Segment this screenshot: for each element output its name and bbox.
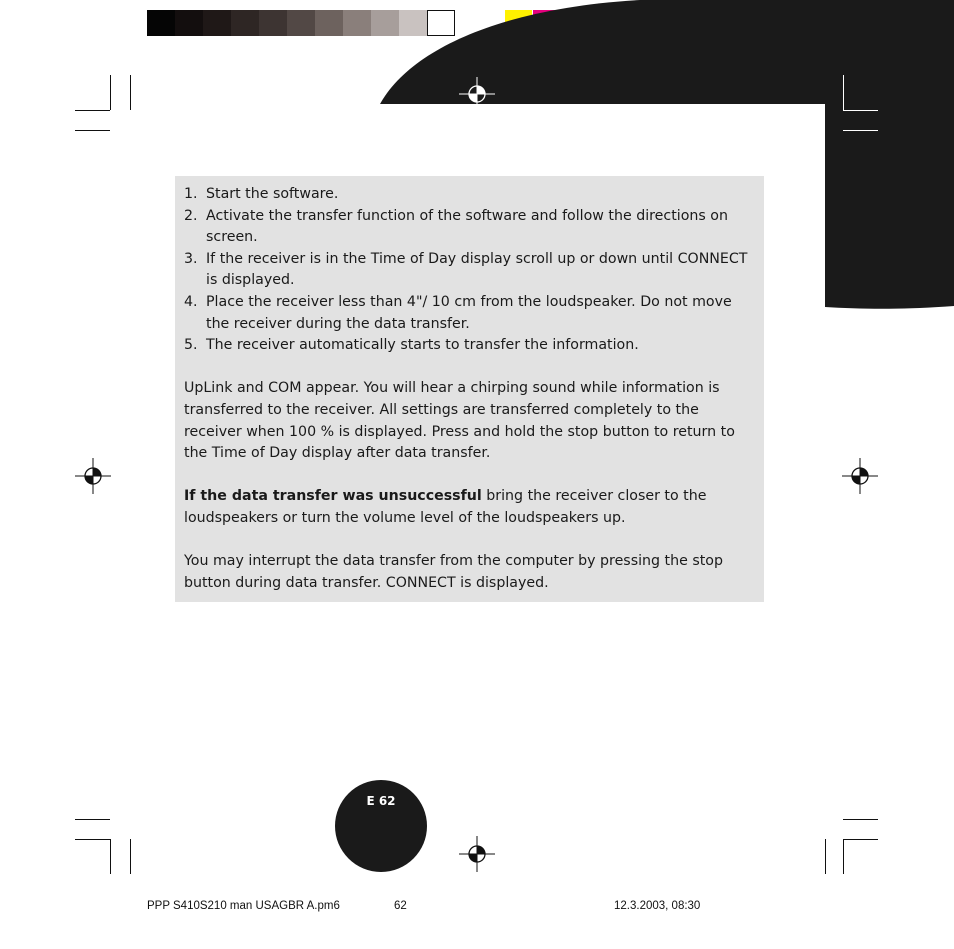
step-number: 2. (184, 207, 198, 224)
registration-mark-icon (842, 458, 878, 494)
interrupt-paragraph: You may interrupt the data transfer from the computer by pressing the stop button during data transfer. CONNECT is displayed. (184, 553, 723, 591)
crop-mark (75, 130, 110, 131)
uplink-paragraph: UpLink and COM appear. You will hear a chirping sound while information is transferred to the receiver. All settings are transferred completely to the receiver when 100 % is displayed. Press and hold the stop button to return to the Time of Day display after data transfer. (184, 380, 735, 462)
step-text: Activate the transfer function of the software and follow the directions on screen. (206, 207, 728, 246)
registration-mark-icon (75, 458, 111, 494)
crop-mark (825, 839, 826, 874)
step-number: 3. (184, 250, 198, 267)
list-item (184, 206, 754, 249)
crop-mark (75, 110, 110, 111)
list-item (184, 184, 754, 206)
step-text: If the receiver is in the Time of Day display scroll up or down until CONNECT is displayed. (206, 250, 748, 289)
footer-filename: PPP S410S210 man USAGBR A.pm6 (147, 900, 340, 912)
crop-mark (130, 75, 131, 110)
footer-page: 62 (394, 900, 407, 912)
list-item (184, 335, 754, 357)
crop-mark (843, 839, 844, 874)
steps-list (184, 184, 754, 357)
step-text: Place the receiver less than 4"/ 10 cm from the loudspeaker. Do not move the receiver during the data transfer. (206, 293, 732, 332)
unsuccessful-text: bring the receiver closer to the loudspeakers or turn the volume level of the loudspeakers up. (184, 488, 707, 526)
crop-mark (843, 839, 878, 840)
step-text: The receiver automatically starts to transfer the information. (206, 337, 639, 354)
list-item (184, 249, 754, 292)
registration-mark-icon (459, 836, 495, 872)
crop-mark (110, 839, 111, 874)
unsuccessful-paragraph (184, 486, 754, 529)
step-number: 4. (184, 293, 198, 310)
step-number: 1. (184, 186, 198, 202)
list-item (184, 292, 754, 335)
crop-mark (75, 839, 110, 840)
page-number-label: E 62 (366, 794, 396, 808)
crop-mark (843, 110, 878, 111)
step-number: 5. (184, 337, 198, 354)
crop-mark (130, 839, 131, 874)
crop-mark (75, 819, 110, 820)
crop-mark (843, 130, 878, 131)
side-tab-shape (825, 104, 954, 309)
crop-mark (843, 819, 878, 820)
step-text: Start the software. (206, 186, 339, 202)
page-number-badge (335, 780, 427, 872)
crop-mark (843, 75, 844, 110)
instruction-panel (175, 176, 764, 602)
footer-date: 12.3.2003, 08:30 (614, 900, 701, 912)
crop-mark (110, 75, 111, 110)
registration-mark-icon (459, 77, 495, 111)
unsuccessful-heading: If the data transfer was unsuccessful (184, 488, 482, 505)
